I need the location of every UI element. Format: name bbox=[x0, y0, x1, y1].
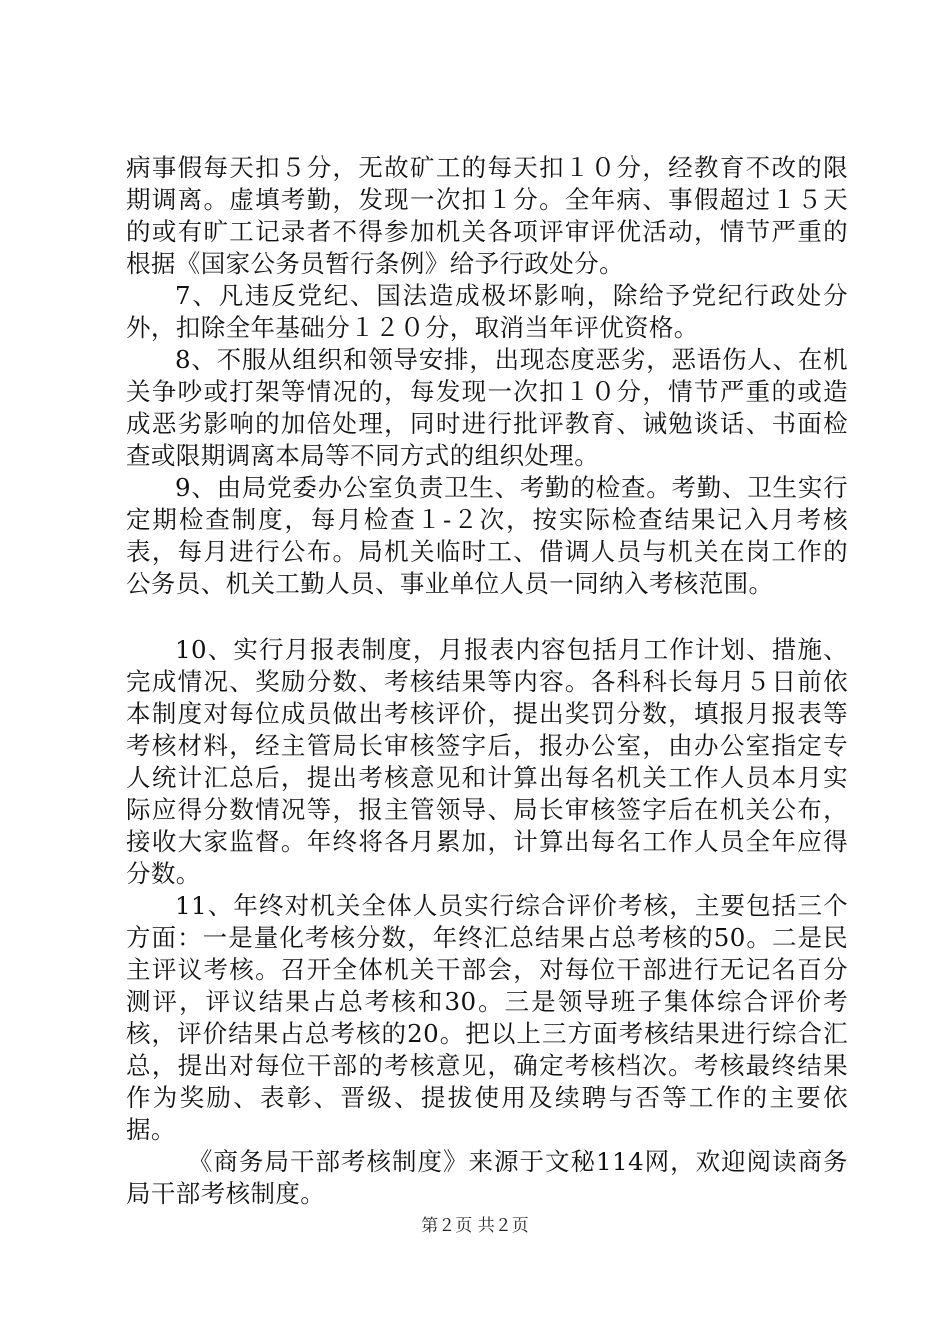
paragraph-item-9: 9、由局党委办公室负责卫生、考勤的检查。考勤、卫生实行定期检查制度，每月检查１-２次，按实际检查结果记入月考核表，每月进行公布。局机关临时工、借调人员与机关在岗工作的公务员、机关工勤人员、事业单位人员一同纳入考核范围。 bbox=[126, 473, 848, 598]
paragraph-item-8: 8、不服从组织和领导安排，出现态度恶劣，恶语伤人、在机关争吵或打架等情况的，每发现一次扣１０分，情节严重的或造成恶劣影响的加倍处理，同时进行批评教育、诫勉谈话、书面检查或限期调离本局等不同方式的组织处理。 bbox=[126, 345, 848, 470]
paragraph-spacer bbox=[126, 600, 848, 634]
paragraph-sick-leave-continued: 病事假每天扣５分，无故矿工的每天扣１０分，经教育不改的限期调离。虚填考勤，发现一次扣１分。全年病、事假超过１５天的或有旷工记录者不得参加机关各项评审评优活动，情节严重的根据《国家公务员暂行条例》给予行政处分。 bbox=[126, 153, 848, 278]
paragraph-item-11: 11、年终对机关全体人员实行综合评价考核，主要包括三个方面：一是量化考核分数，年终汇总结果占总考核的50。二是民主评议考核。召开全体机关干部会，对每位干部进行无记名百分测评，评议结果占总考核和30。三是领导班子集体综合评价考核，评价结果占总考核的20。把以上三方面考核结果进行综合汇总，提出对每位干部的考核意见，确定考核档次。考核最终结果作为奖励、表彰、晋级、提拔使用及续聘与否等工作的主要依据。 bbox=[126, 891, 848, 1144]
page-footer: 第２页 共２页 bbox=[421, 1216, 529, 1236]
paragraph-item-7: 7、凡违反党纪、国法造成极坏影响，除给予党纪行政处分外，扣除全年基础分１２０分，取消当年评优资格。 bbox=[126, 281, 848, 342]
document-body bbox=[126, 152, 848, 1210]
paragraph-item-10: 10、实行月报表制度，月报表内容包括月工作计划、措施、完成情况、奖励分数、考核结果等内容。各科科长每月５日前依本制度对每位成员做出考核评价，提出奖罚分数，填报月报表等考核材料，经主管局长审核签字后，报办公室，由办公室指定专人统计汇总后，提出考核意见和计算出每名机关工作人员本月实际应得分数情况等，报主管领导、局长审核签字后在机关公布，接收大家监督。年终将各月累加，计算出每名工作人员全年应得分数。 bbox=[126, 635, 848, 888]
paragraph-source-note: 《商务局干部考核制度》来源于文秘114网，欢迎阅读商务局干部考核制度。 bbox=[126, 1147, 848, 1208]
